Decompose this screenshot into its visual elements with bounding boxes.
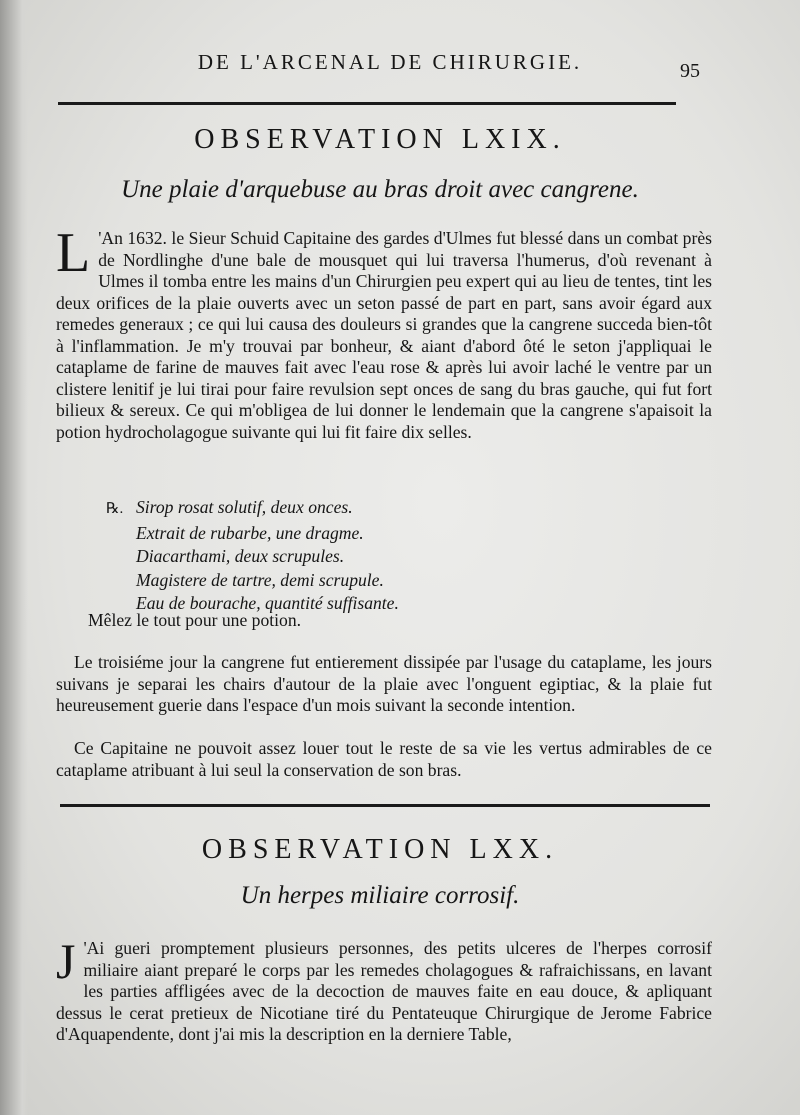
- recipe-line: Extrait de rubarbe, une dragme.: [136, 522, 364, 543]
- paragraph-text: 'An 1632. le Sieur Schuid Capitaine des gardes d'Ulmes fut blessé dans un combat près de Nordlinghe d'une bale de mousquet qui lui traversa l'humerus, d'où revenant à Ulmes il tomba entre les mains d'un Chirurgien peu expert qui au lieu de tentes, tint les deux orifices de la plaie ouverts avec un seton passé de part en part, sans avoir égard aux remedes generaux ; ce qui lui causa des douleurs si grandes que la cangrene succeda bien-tôt à l'inflammation. Je m'y trouvai par bonheur, & aiant d'abord ôté le seton j'appliquai le cataplame de farine de mauves fait avec l'eau rose & après lui avoir laché le ventre par un clistere lenitif je lui tirai pour faire revulsion sept onces de sang du bras gauche, qui fut fort bilieux & sereux. Ce qui m'obligea de lui donner le lendemain que la cangrene s'apaisoit la potion hydrocholagogue suivante qui lui fit faire dix selles.: [56, 228, 712, 442]
- observation-title: OBSERVATION LXX.: [201, 834, 559, 865]
- observation-title: OBSERVATION LXIX.: [194, 124, 566, 155]
- observation-subtitle: Une plaie d'arquebuse au bras droit avec cangrene.: [121, 176, 639, 203]
- recipe-line: Diacarthami, deux scrupules.: [136, 546, 345, 566]
- running-head: DE L'ARCENAL DE CHIRURGIE.: [197, 50, 583, 74]
- observation-paragraph: [56, 933, 712, 1046]
- recipe-symbol: ℞.: [106, 501, 124, 517]
- drop-cap: J: [56, 933, 76, 989]
- header-rule: [58, 102, 676, 105]
- page-gutter-shadow: [0, 0, 28, 1115]
- paragraph-text: 'Ai gueri promptement plusieurs personnes, des petits ulceres de l'herpes corrosif miliaire aiant preparé le corps par les remedes cholagogues & rafraichissans, en lavant les parties affligées avec de la decoction de mauves faite en eau douce, & apliquant dessus le cerat pretieux de Nicotiane tiré du Pentateuque Chirurgique de Jerome Fabrice d'Aquapendente, dont j'ai mis la description en la derniere Table,: [56, 938, 712, 1044]
- recipe-line: Magistere de tartre, demi scrupule.: [136, 569, 384, 590]
- recipe-line: ℞. Sirop rosat solutif, deux onces.: [106, 496, 526, 522]
- observation-paragraph: Le troisiéme jour la cangrene fut entierement dissipée par l'usage du cataplame, les jours suivans je separai les chairs d'autour de la plaie avec l'onguent egiptiac, & la plaie fut heureusement guerie dans l'espace d'un mois suivant la seconde intention.: [56, 652, 712, 715]
- observation-paragraph: Ce Capitaine ne pouvoit assez louer tout le reste de sa vie les vertus admirables de ce cataplame atribuant à lui seul la conservation de son bras.: [56, 738, 712, 780]
- drop-cap: L: [56, 222, 91, 284]
- page-number: 95: [680, 60, 700, 82]
- observation-paragraph: [56, 222, 712, 443]
- recipe-list: [106, 496, 526, 616]
- section-rule: [60, 804, 710, 807]
- observation-subtitle: Un herpes miliaire corrosif.: [240, 882, 520, 909]
- recipe-instruction: Mêlez le tout pour une potion.: [88, 610, 302, 630]
- recipe-line: Eau de bourache, quantité suffisante.: [136, 593, 399, 613]
